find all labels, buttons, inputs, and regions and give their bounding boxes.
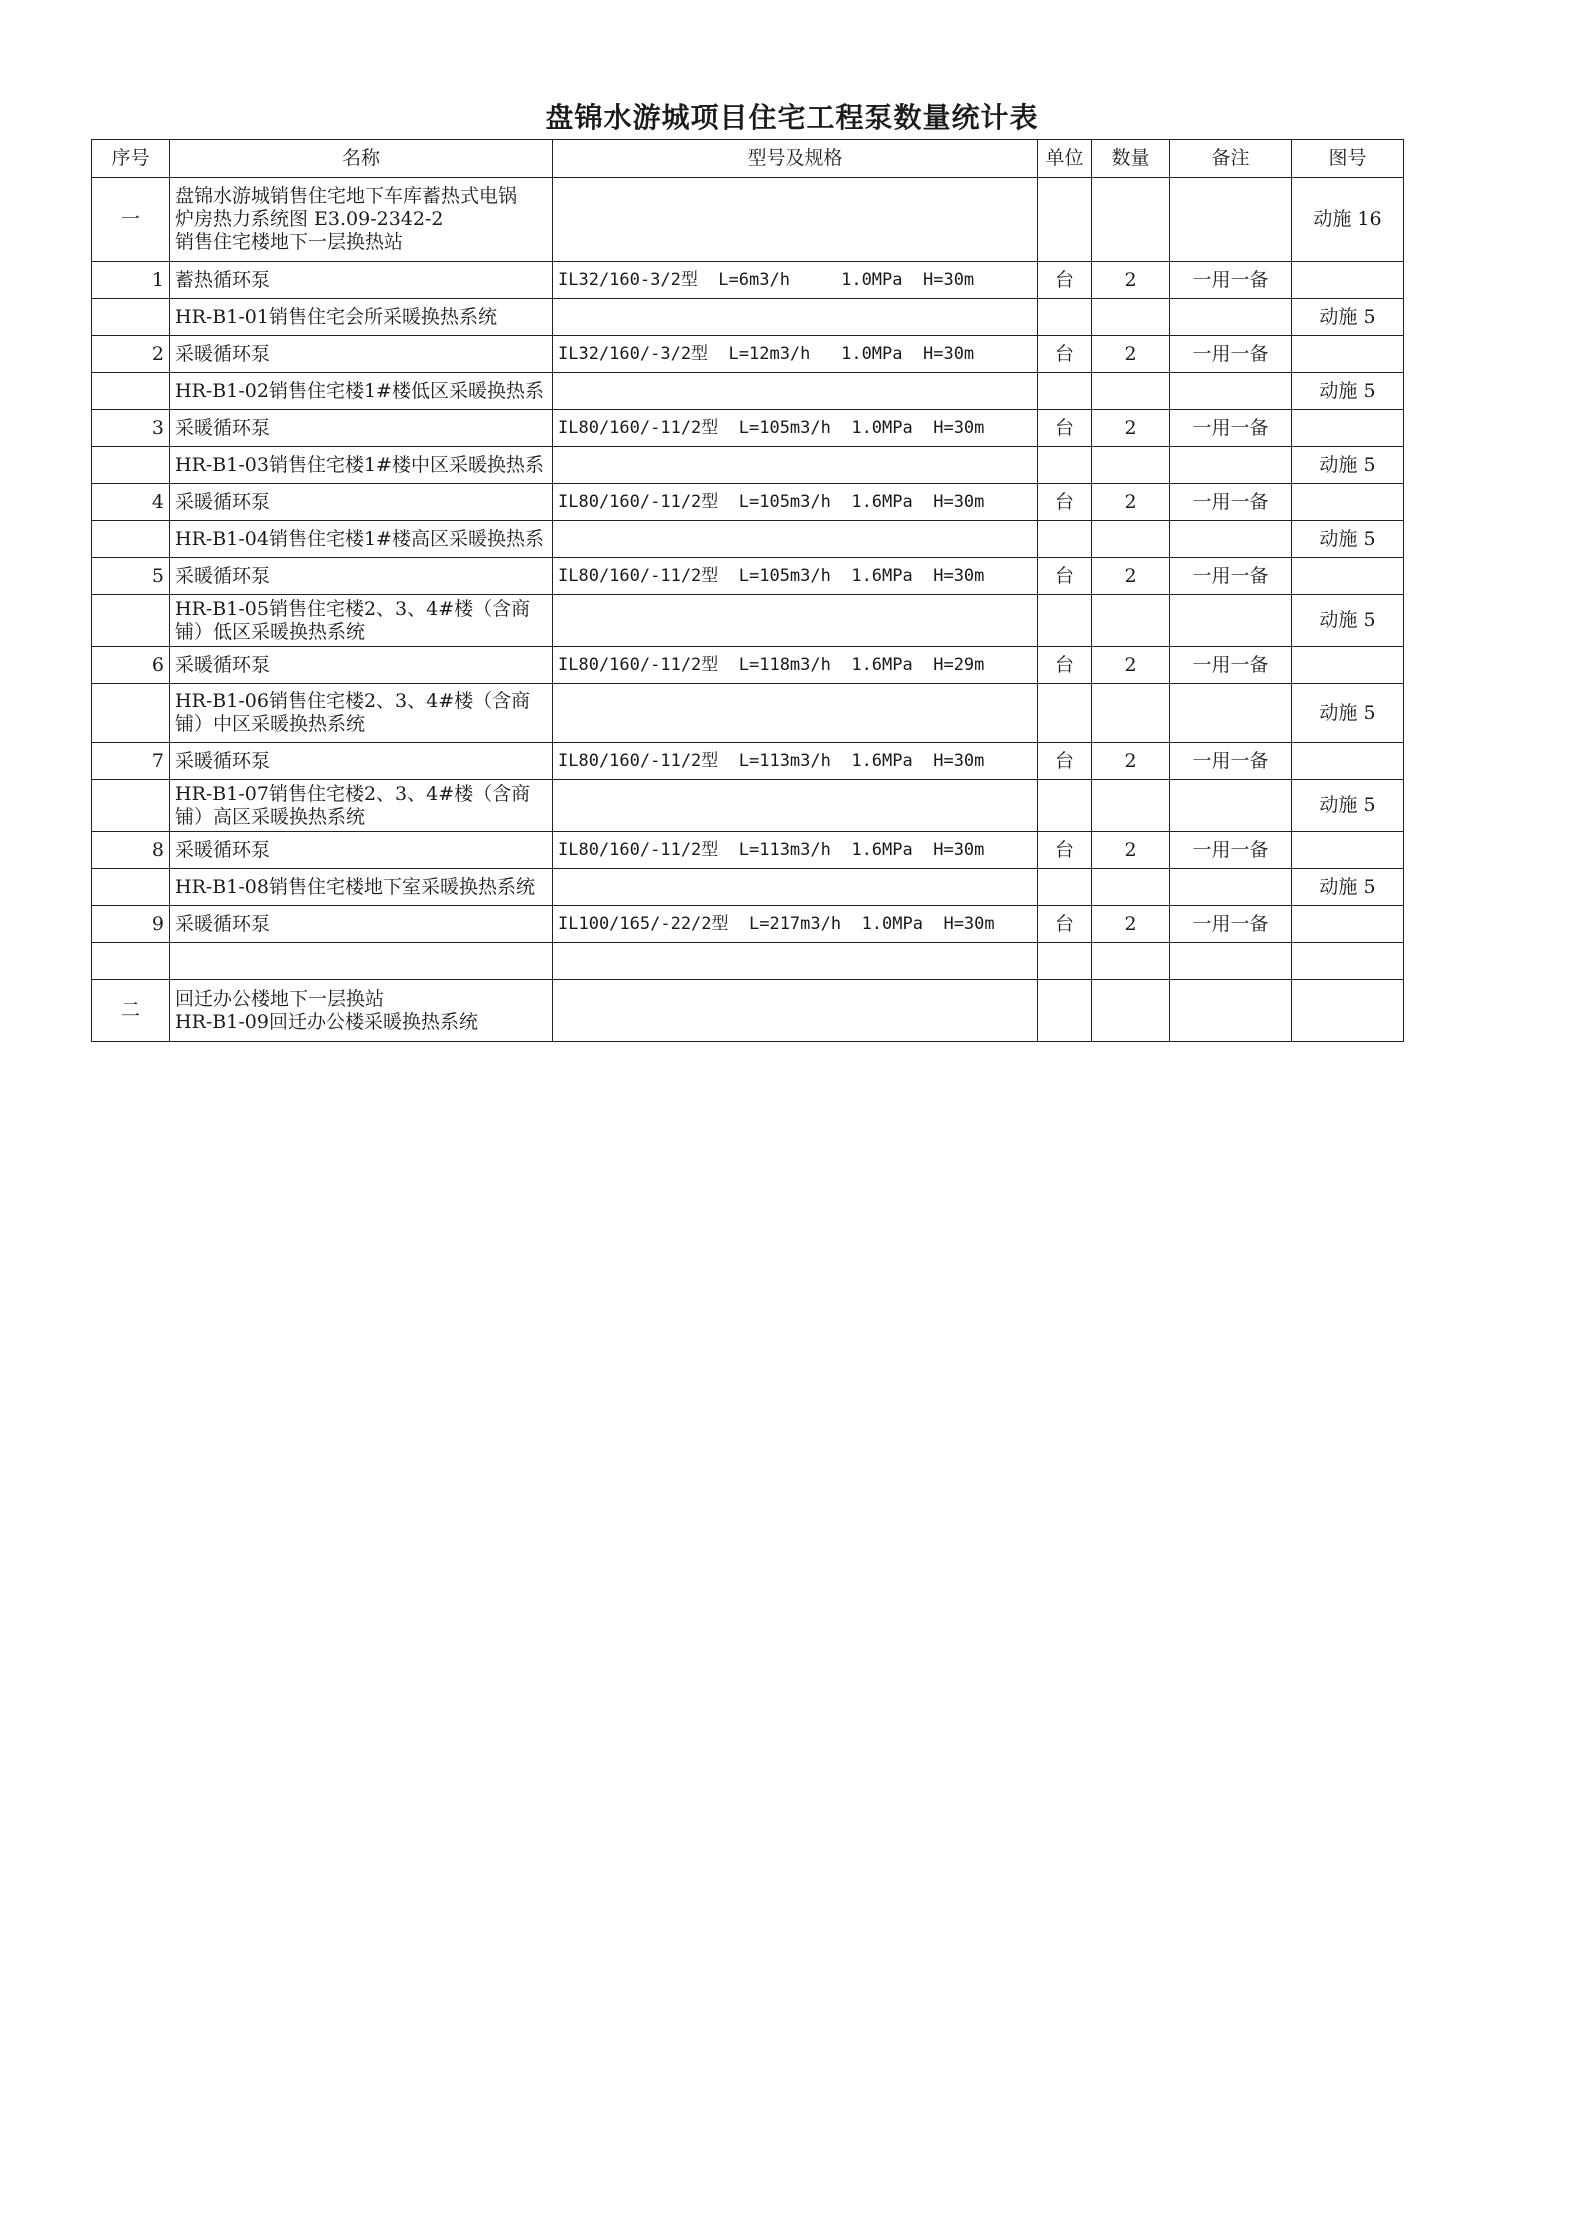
cell-name: 采暖循环泵 — [170, 336, 553, 373]
table-row — [92, 906, 1404, 943]
cell-seq — [92, 684, 170, 743]
table-row — [92, 869, 1404, 906]
cell-fig — [1292, 647, 1404, 684]
cell-note: 一用一备 — [1170, 647, 1292, 684]
cell-fig: 动施 5 — [1292, 595, 1404, 647]
cell-seq: 二 — [92, 980, 170, 1042]
cell-seq — [92, 780, 170, 832]
cell-fig — [1292, 336, 1404, 373]
header-qty: 数量 — [1092, 140, 1170, 178]
table-row — [92, 832, 1404, 869]
header-spec: 型号及规格 — [553, 140, 1038, 178]
cell-qty: 2 — [1092, 336, 1170, 373]
cell-name: HR-B1-01销售住宅会所采暖换热系统 — [170, 299, 553, 336]
cell-spec — [553, 299, 1038, 336]
cell-qty — [1092, 869, 1170, 906]
cell-note: 一用一备 — [1170, 262, 1292, 299]
table-row — [92, 484, 1404, 521]
cell-seq: 6 — [92, 647, 170, 684]
cell-unit — [1038, 299, 1092, 336]
cell-name: HR-B1-03销售住宅楼1#楼中区采暖换热系 — [170, 447, 553, 484]
cell-name: 回迁办公楼地下一层换站 HR-B1-09回迁办公楼采暖换热系统 — [170, 980, 553, 1042]
cell-note — [1170, 980, 1292, 1042]
cell-spec — [553, 780, 1038, 832]
cell-note: 一用一备 — [1170, 832, 1292, 869]
cell-spec — [553, 447, 1038, 484]
cell-note — [1170, 684, 1292, 743]
cell-fig: 动施 5 — [1292, 780, 1404, 832]
cell-name — [170, 943, 553, 980]
cell-qty — [1092, 943, 1170, 980]
cell-unit: 台 — [1038, 410, 1092, 447]
cell-note: 一用一备 — [1170, 558, 1292, 595]
table-row — [92, 980, 1404, 1042]
cell-spec — [553, 521, 1038, 558]
table-row — [92, 447, 1404, 484]
cell-seq: 5 — [92, 558, 170, 595]
cell-qty — [1092, 780, 1170, 832]
table-row — [92, 299, 1404, 336]
cell-unit — [1038, 447, 1092, 484]
cell-seq: 一 — [92, 178, 170, 262]
cell-name: HR-B1-06销售住宅楼2、3、4#楼（含商 铺）中区采暖换热系统 — [170, 684, 553, 743]
cell-name: 采暖循环泵 — [170, 832, 553, 869]
cell-seq: 4 — [92, 484, 170, 521]
cell-qty: 2 — [1092, 647, 1170, 684]
cell-qty: 2 — [1092, 262, 1170, 299]
cell-fig — [1292, 980, 1404, 1042]
cell-note: 一用一备 — [1170, 336, 1292, 373]
cell-qty — [1092, 299, 1170, 336]
cell-seq: 9 — [92, 906, 170, 943]
cell-qty — [1092, 595, 1170, 647]
table-row — [92, 178, 1404, 262]
cell-unit: 台 — [1038, 743, 1092, 780]
cell-seq — [92, 943, 170, 980]
header-note: 备注 — [1170, 140, 1292, 178]
table-row — [92, 943, 1404, 980]
cell-seq — [92, 373, 170, 410]
cell-qty — [1092, 373, 1170, 410]
cell-fig — [1292, 262, 1404, 299]
cell-seq — [92, 447, 170, 484]
cell-unit — [1038, 943, 1092, 980]
cell-unit — [1038, 373, 1092, 410]
cell-name: 采暖循环泵 — [170, 484, 553, 521]
header-seq: 序号 — [92, 140, 170, 178]
cell-seq: 8 — [92, 832, 170, 869]
table-row — [92, 373, 1404, 410]
cell-fig — [1292, 906, 1404, 943]
cell-note — [1170, 373, 1292, 410]
cell-seq — [92, 521, 170, 558]
cell-qty — [1092, 684, 1170, 743]
cell-note: 一用一备 — [1170, 410, 1292, 447]
table-row — [92, 558, 1404, 595]
cell-name: 采暖循环泵 — [170, 906, 553, 943]
cell-spec: IL80/160/-11/2型 L=113m3/h 1.6MPa H=30m — [553, 832, 1038, 869]
cell-unit: 台 — [1038, 832, 1092, 869]
cell-note — [1170, 521, 1292, 558]
cell-fig: 动施 5 — [1292, 447, 1404, 484]
cell-unit: 台 — [1038, 336, 1092, 373]
cell-fig: 动施 5 — [1292, 299, 1404, 336]
cell-note — [1170, 299, 1292, 336]
cell-spec: IL32/160-3/2型 L=6m3/h 1.0MPa H=30m — [553, 262, 1038, 299]
cell-seq — [92, 299, 170, 336]
cell-name: HR-B1-07销售住宅楼2、3、4#楼（含商 铺）高区采暖换热系统 — [170, 780, 553, 832]
cell-seq: 1 — [92, 262, 170, 299]
cell-seq — [92, 869, 170, 906]
cell-fig: 动施 16 — [1292, 178, 1404, 262]
cell-name: 盘锦水游城销售住宅地下车库蓄热式电锅 炉房热力系统图 E3.09-2342-2 销售住宅楼地下一层换热站 — [170, 178, 553, 262]
cell-fig: 动施 5 — [1292, 521, 1404, 558]
cell-spec — [553, 595, 1038, 647]
cell-qty — [1092, 980, 1170, 1042]
cell-name: HR-B1-04销售住宅楼1#楼高区采暖换热系 — [170, 521, 553, 558]
pump-statistics-table — [91, 139, 1404, 1042]
cell-spec — [553, 684, 1038, 743]
cell-unit — [1038, 980, 1092, 1042]
cell-seq — [92, 595, 170, 647]
cell-spec — [553, 980, 1038, 1042]
cell-qty: 2 — [1092, 832, 1170, 869]
cell-fig — [1292, 832, 1404, 869]
cell-unit — [1038, 869, 1092, 906]
table-row — [92, 595, 1404, 647]
table-row — [92, 684, 1404, 743]
cell-name: 蓄热循环泵 — [170, 262, 553, 299]
table-row — [92, 780, 1404, 832]
cell-note — [1170, 780, 1292, 832]
cell-spec: IL100/165/-22/2型 L=217m3/h 1.0MPa H=30m — [553, 906, 1038, 943]
cell-fig: 动施 5 — [1292, 869, 1404, 906]
cell-spec: IL80/160/-11/2型 L=105m3/h 1.6MPa H=30m — [553, 484, 1038, 521]
cell-note: 一用一备 — [1170, 484, 1292, 521]
cell-unit — [1038, 178, 1092, 262]
cell-spec — [553, 943, 1038, 980]
header-row — [92, 140, 1404, 178]
cell-qty: 2 — [1092, 484, 1170, 521]
cell-unit: 台 — [1038, 484, 1092, 521]
cell-fig — [1292, 558, 1404, 595]
cell-note: 一用一备 — [1170, 906, 1292, 943]
cell-spec: IL32/160/-3/2型 L=12m3/h 1.0MPa H=30m — [553, 336, 1038, 373]
cell-note — [1170, 869, 1292, 906]
table-row — [92, 647, 1404, 684]
cell-name: 采暖循环泵 — [170, 743, 553, 780]
table-row — [92, 521, 1404, 558]
cell-note — [1170, 595, 1292, 647]
cell-seq: 2 — [92, 336, 170, 373]
table-row — [92, 410, 1404, 447]
cell-name: 采暖循环泵 — [170, 410, 553, 447]
cell-note: 一用一备 — [1170, 743, 1292, 780]
cell-fig: 动施 5 — [1292, 373, 1404, 410]
cell-name: 采暖循环泵 — [170, 647, 553, 684]
cell-unit: 台 — [1038, 558, 1092, 595]
cell-spec: IL80/160/-11/2型 L=118m3/h 1.6MPa H=29m — [553, 647, 1038, 684]
cell-qty: 2 — [1092, 410, 1170, 447]
cell-fig: 动施 5 — [1292, 684, 1404, 743]
cell-fig — [1292, 410, 1404, 447]
cell-fig — [1292, 484, 1404, 521]
cell-spec — [553, 373, 1038, 410]
cell-unit — [1038, 780, 1092, 832]
cell-spec: IL80/160/-11/2型 L=105m3/h 1.0MPa H=30m — [553, 410, 1038, 447]
cell-note — [1170, 943, 1292, 980]
cell-qty: 2 — [1092, 743, 1170, 780]
cell-spec: IL80/160/-11/2型 L=113m3/h 1.6MPa H=30m — [553, 743, 1038, 780]
cell-fig — [1292, 943, 1404, 980]
table-row — [92, 262, 1404, 299]
header-name: 名称 — [170, 140, 553, 178]
cell-qty: 2 — [1092, 558, 1170, 595]
header-unit: 单位 — [1038, 140, 1092, 178]
cell-qty: 2 — [1092, 906, 1170, 943]
cell-qty — [1092, 447, 1170, 484]
cell-name: HR-B1-02销售住宅楼1#楼低区采暖换热系 — [170, 373, 553, 410]
cell-unit — [1038, 595, 1092, 647]
cell-unit: 台 — [1038, 906, 1092, 943]
cell-note — [1170, 178, 1292, 262]
cell-spec — [553, 178, 1038, 262]
cell-qty — [1092, 178, 1170, 262]
cell-unit — [1038, 521, 1092, 558]
cell-spec — [553, 869, 1038, 906]
cell-unit: 台 — [1038, 647, 1092, 684]
cell-unit: 台 — [1038, 262, 1092, 299]
cell-seq: 3 — [92, 410, 170, 447]
cell-unit — [1038, 684, 1092, 743]
cell-spec: IL80/160/-11/2型 L=105m3/h 1.6MPa H=30m — [553, 558, 1038, 595]
cell-fig — [1292, 743, 1404, 780]
cell-name: HR-B1-05销售住宅楼2、3、4#楼（含商 铺）低区采暖换热系统 — [170, 595, 553, 647]
cell-note — [1170, 447, 1292, 484]
cell-name: HR-B1-08销售住宅楼地下室采暖换热系统 — [170, 869, 553, 906]
header-fig: 图号 — [1292, 140, 1404, 178]
cell-name: 采暖循环泵 — [170, 558, 553, 595]
cell-qty — [1092, 521, 1170, 558]
table-row — [92, 336, 1404, 373]
table-row — [92, 743, 1404, 780]
page-title: 盘锦水游城项目住宅工程泵数量统计表 — [545, 101, 1039, 134]
cell-seq: 7 — [92, 743, 170, 780]
